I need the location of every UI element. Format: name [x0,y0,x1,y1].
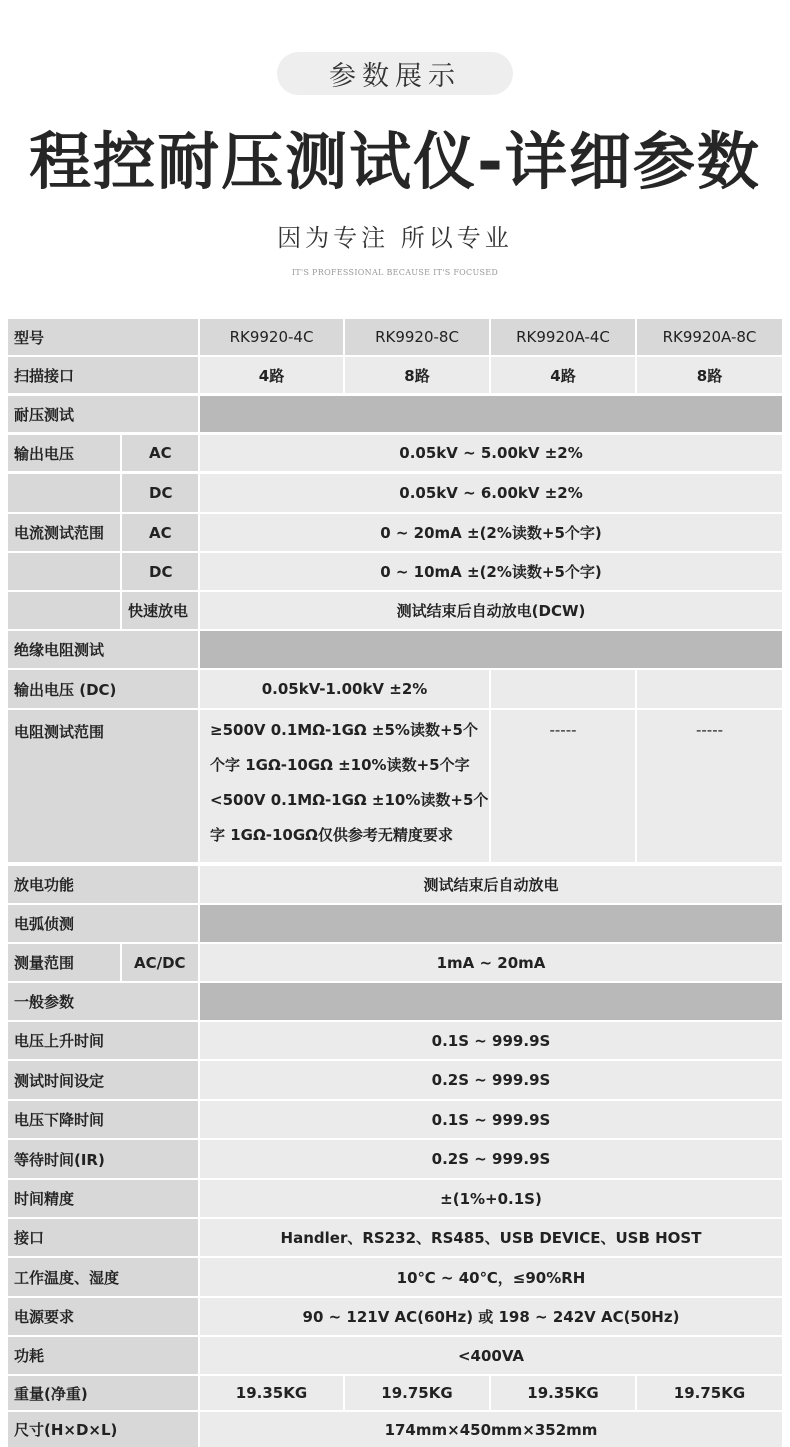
label-measure-range: 测量范围 [8,944,120,981]
label-general-row: 电源要求 [8,1298,198,1335]
label-ac: AC [122,514,198,551]
label-general-row: 电压上升时间 [8,1022,198,1059]
section-fill [200,396,782,432]
empty-cell [637,670,782,708]
value-ov-dc: 0.05kV ~ 6.00kV ±2% [200,474,782,512]
value-fast-discharge: 测试结束后自动放电(DCW) [200,592,782,629]
value-general-row: ±(1%+0.1S) [200,1180,782,1217]
value-measure-range: 1mA ~ 20mA [200,944,782,981]
label-blank [8,474,120,512]
value-resistance-a8: ----- [637,710,782,862]
scan-cell: 4路 [200,357,343,393]
resistance-range-line: <500V 0.1MΩ-1GΩ ±10%读数+5个 [210,791,489,809]
scan-cell: 4路 [491,357,635,393]
value-general-row: Handler、RS232、RS485、USB DEVICE、USB HOST [200,1219,782,1256]
resistance-range-line: 字 1GΩ-10GΩ仅供参考无精度要求 [210,826,453,844]
value-general-row: 0.2S ~ 999.9S [200,1061,782,1099]
scan-cell: 8路 [637,357,782,393]
label-current-range: 电流测试范围 [8,514,120,551]
page-title: 程控耐压测试仪-详细参数 [29,125,761,198]
label-ac-dc: AC/DC [122,944,198,981]
label-blank [8,553,120,590]
section-arc: 电弧侦测 [8,905,198,942]
value-general-row: 0.1S ~ 999.9S [200,1101,782,1138]
label-blank [8,592,120,629]
scan-cell: 8路 [345,357,489,393]
value-cr-ac: 0 ~ 20mA ±(2%读数+5个字) [200,514,782,551]
resistance-range-line: ≥500V 0.1MΩ-1GΩ ±5%读数+5个 [210,721,478,739]
resistance-range-line: 个字 1GΩ-10GΩ ±10%读数+5个字 [210,756,470,774]
label-general-row: 工作温度、湿度 [8,1258,198,1296]
label-dc: DC [122,553,198,590]
weight-cell: 19.75KG [345,1376,489,1410]
label-general-row: 接口 [8,1219,198,1256]
label-weight: 重量(净重) [8,1376,198,1410]
value-resistance-a4: ----- [491,710,635,862]
value-size: 174mm×450mm×352mm [200,1412,782,1447]
label-scan: 扫描接口 [8,357,198,393]
section-withstand: 耐压测试 [8,396,198,432]
label-general-row: 电压下降时间 [8,1101,198,1138]
model-cell: RK9920-4C [200,319,343,355]
label-output-voltage: 输出电压 [8,435,120,471]
value-ir-output-voltage: 0.05kV-1.00kV ±2% [200,670,489,708]
section-general: 一般参数 [8,983,198,1020]
label-general-row: 等待时间(IR) [8,1140,198,1178]
label-general-row: 时间精度 [8,1180,198,1217]
label-model: 型号 [8,319,198,355]
model-cell: RK9920A-4C [491,319,635,355]
empty-cell [491,670,635,708]
page-subtitle-english: IT'S PROFESSIONAL BECAUSE IT'S FOCUSED [291,268,499,277]
label-size: 尺寸(H×D×L) [8,1412,198,1447]
value-general-row: 10℃ ~ 40℃，≤90%RH [200,1258,782,1296]
section-insulation: 绝缘电阻测试 [8,631,198,668]
label-fast-discharge: 快速放电 [122,592,198,629]
value-discharge: 测试结束后自动放电 [200,866,782,903]
label-ir-output-voltage: 输出电压 (DC) [8,670,198,708]
weight-cell: 19.75KG [637,1376,782,1410]
value-general-row: <400VA [200,1337,782,1374]
page-subtitle: 因为专注 所以专业 [277,224,513,252]
model-cell: RK9920A-8C [637,319,782,355]
value-cr-dc: 0 ~ 10mA ±(2%读数+5个字) [200,553,782,590]
section-fill [200,905,782,942]
value-general-row: 0.2S ~ 999.9S [200,1140,782,1178]
section-fill [200,983,782,1020]
model-cell: RK9920-8C [345,319,489,355]
value-general-row: 0.1S ~ 999.9S [200,1022,782,1059]
section-fill [200,631,782,668]
value-general-row: 90 ~ 121V AC(60Hz) 或 198 ~ 242V AC(50Hz) [200,1298,782,1335]
value-ov-ac: 0.05kV ~ 5.00kV ±2% [200,435,782,471]
label-ac: AC [122,435,198,471]
section-pill: 参数展示 [277,52,513,95]
weight-cell: 19.35KG [491,1376,635,1410]
label-general-row: 功耗 [8,1337,198,1374]
label-dc: DC [122,474,198,512]
value-resistance-range [200,710,489,862]
label-resistance-range: 电阻测试范围 [8,710,198,862]
weight-cell: 19.35KG [200,1376,343,1410]
label-general-row: 测试时间设定 [8,1061,198,1099]
label-discharge: 放电功能 [8,866,198,903]
